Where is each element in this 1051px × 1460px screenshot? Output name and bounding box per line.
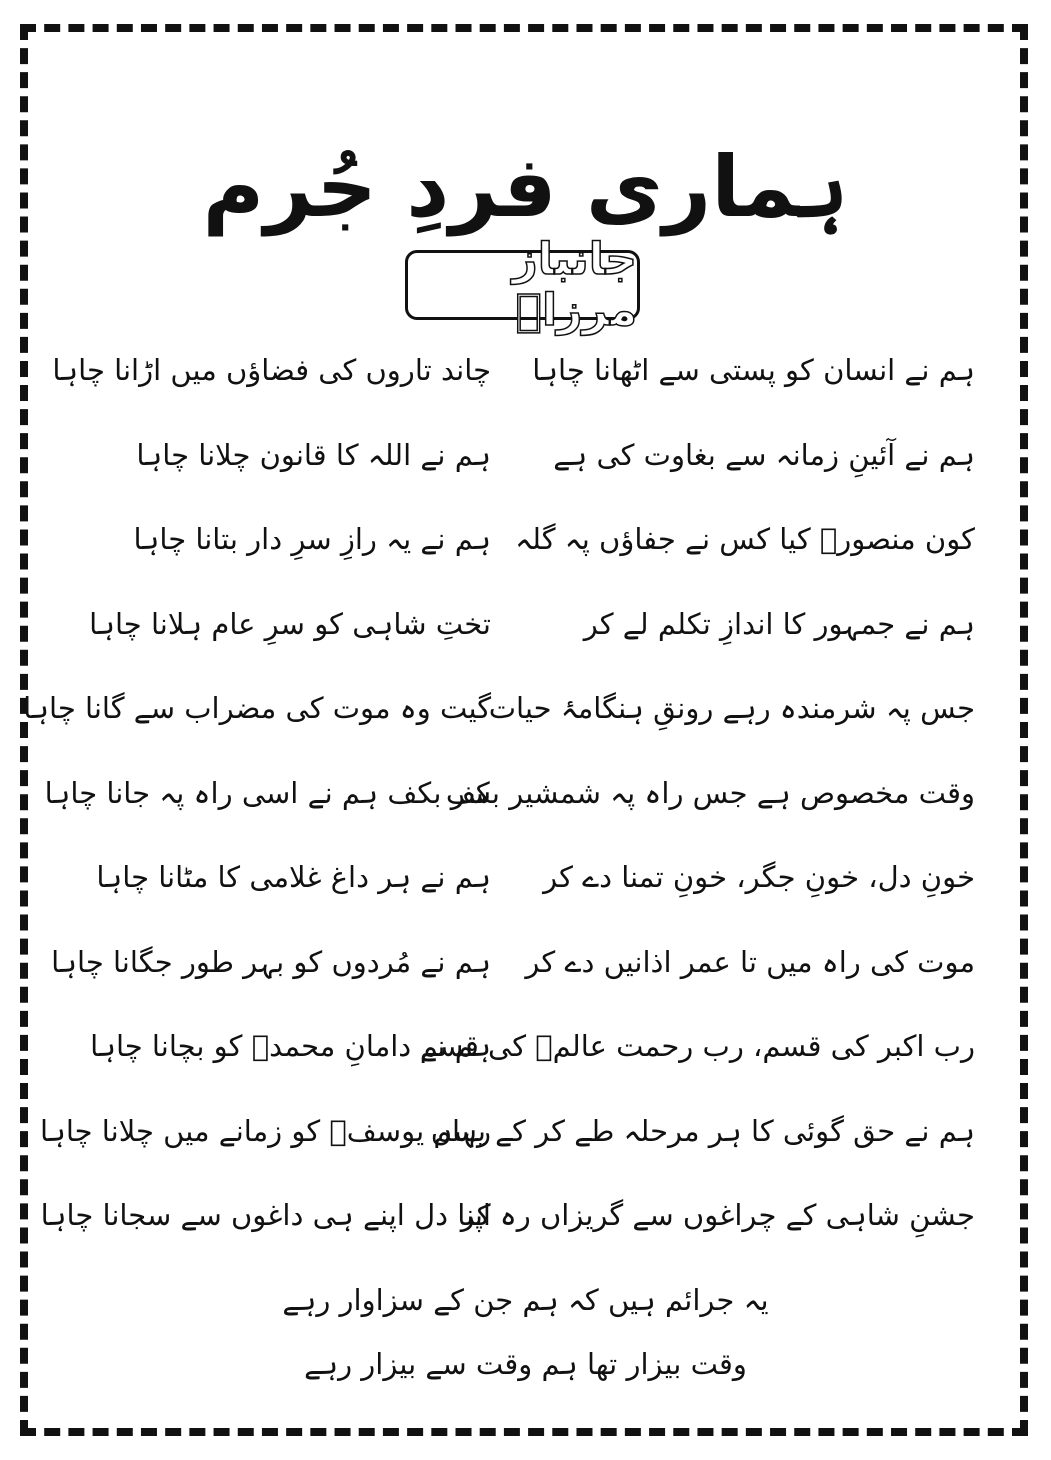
first-misra: ہم نے حق گوئی کا ہر مرحلہ طے کر کے یہاں — [430, 1113, 975, 1148]
first-misra: جس پہ شرمندہ رہے رونقِ ہنگامۂ حیات — [488, 691, 975, 725]
first-misra: جشنِ شاہی کے چراغوں سے گریزاں رہ کر — [460, 1198, 975, 1232]
first-misra: کون منصورؒ کیا کس نے جفاؤں پہ گلہ — [515, 522, 975, 556]
second-misra: اپنا دل اپنے ہی داغوں سے سجانا چاہا — [40, 1198, 491, 1232]
second-misra: ہم نے دامانِ محمدؐ کو بچانا چاہا — [90, 1029, 491, 1063]
couplet — [0, 594, 1051, 654]
author-name: جانباز مرزاؔ — [512, 234, 637, 336]
first-misra: ہم نے انسان کو پستی سے اٹھانا چاہا — [532, 353, 975, 387]
second-misra: رسم یوسفؑ کو زمانے میں چلانا چاہا — [39, 1113, 491, 1148]
second-misra: ہم نے اللہ کا قانون چلانا چاہا — [136, 437, 491, 472]
second-misra: تختِ شاہی کو سرِ عام ہلانا چاہا — [89, 606, 491, 641]
first-misra: وقت مخصوص ہے جس راہ پہ شمشیر بکف — [445, 775, 975, 810]
couplet — [0, 1016, 1051, 1076]
final-line-2: وقت بیزار تھا ہم وقت سے بیزار رہے — [304, 1347, 747, 1381]
couplet — [0, 678, 1051, 738]
second-misra: سر بکف ہم نے اسی راہ پہ جانا چاہا — [44, 775, 491, 810]
second-misra: گیت وہ موت کی مضراب سے گانا چاہا — [23, 691, 491, 725]
first-misra: موت کی راہ میں تا عمر اذانیں دے کر — [525, 944, 975, 979]
second-misra: ہم نے یہ رازِ سرِ دار بتانا چاہا — [133, 522, 491, 556]
first-misra: ہم نے جمہور کا اندازِ تکلم لے کر — [583, 606, 975, 641]
couplet — [0, 340, 1051, 400]
couplet — [0, 425, 1051, 485]
couplet — [0, 932, 1051, 992]
poem-title: ہماری فردِ جُرم — [202, 138, 849, 236]
first-misra: خونِ دل، خونِ جگر، خونِ تمنا دے کر — [543, 860, 975, 894]
first-misra: ہم نے آئینِ زمانہ سے بغاوت کی ہے — [553, 437, 975, 472]
couplet — [0, 1185, 1051, 1245]
couplet — [0, 509, 1051, 569]
author-box — [405, 234, 640, 336]
couplet — [0, 763, 1051, 823]
first-misra: رب اکبر کی قسم، رب رحمت عالمؐ کی قسم — [419, 1029, 975, 1063]
couplet — [0, 1101, 1051, 1161]
second-misra: ہم نے مُردوں کو بہر طور جگانا چاہا — [51, 944, 491, 979]
couplet — [0, 847, 1051, 907]
second-misra: چاند تاروں کی فضاؤں میں اڑانا چاہا — [52, 353, 491, 387]
second-misra: ہم نے ہر داغ غلامی کا مٹانا چاہا — [96, 860, 491, 894]
final-line-1: یہ جرائم ہیں کہ ہم جن کے سزاوار رہے — [282, 1283, 769, 1317]
